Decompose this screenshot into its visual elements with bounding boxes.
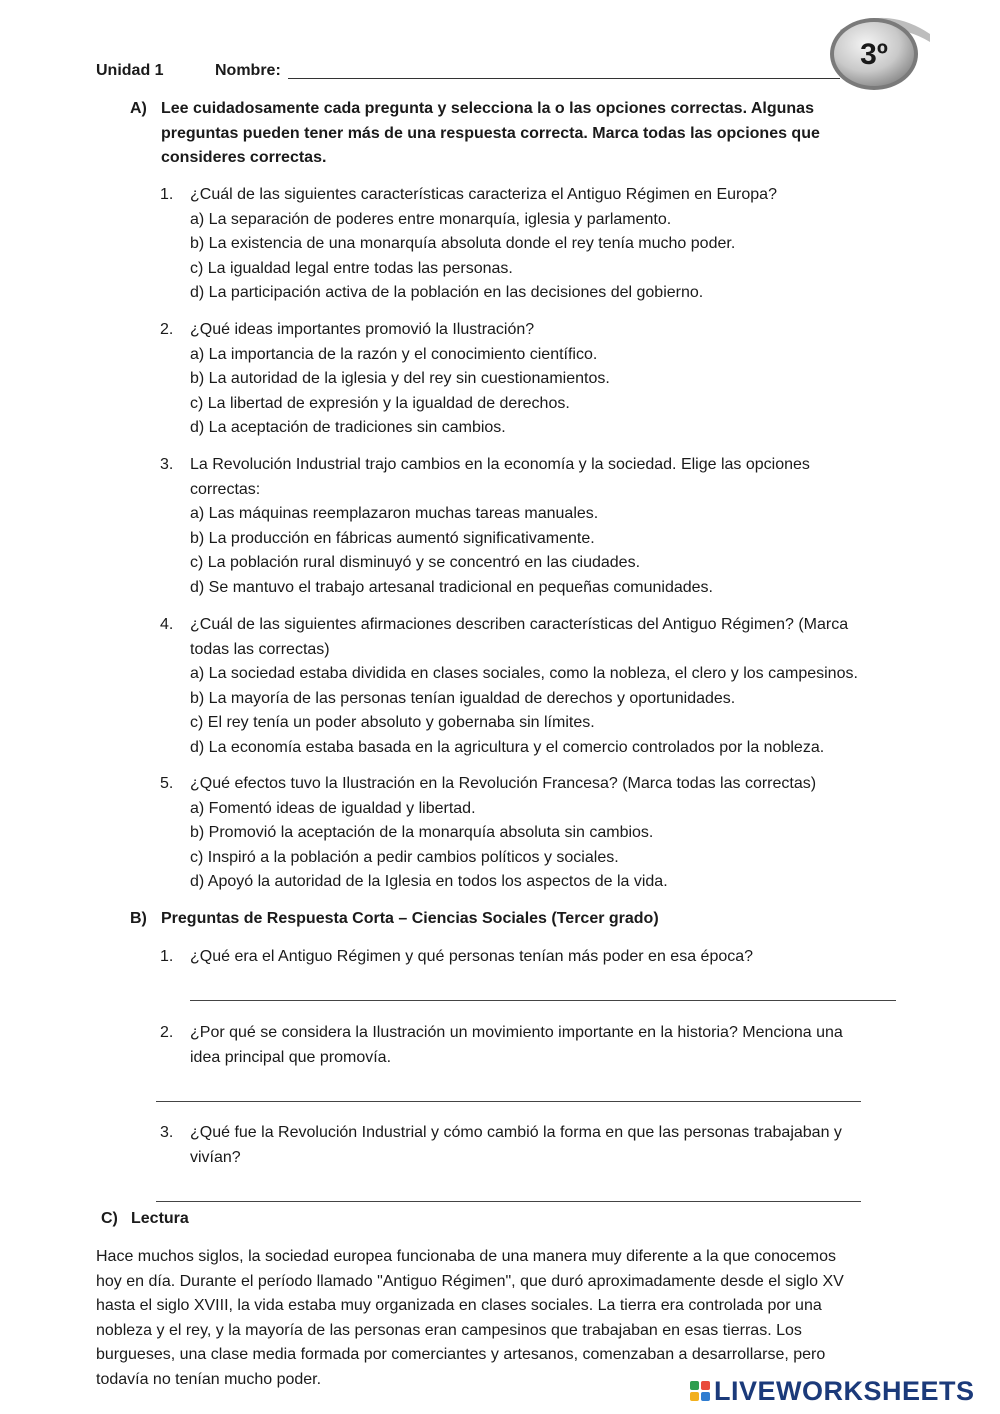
question-number: 3. <box>160 1124 174 1141</box>
question-text: ¿Qué era el Antiguo Régimen y qué personas tenían más poder en esa época? <box>190 948 754 965</box>
section-c-letter: C) <box>101 1210 118 1227</box>
grade-text: 3º <box>860 38 888 71</box>
instruction-line: consideres correctas. <box>161 149 327 166</box>
question-text: ¿Qué ideas importantes promovió la Ilustración? <box>190 321 535 338</box>
option-c[interactable]: c) El rey tenía un poder absoluto y gobernaba sin límites. <box>190 714 595 731</box>
section-a-letter: A) <box>130 100 147 117</box>
option-c[interactable]: c) Inspiró a la población a pedir cambios políticos y sociales. <box>190 848 619 866</box>
question-number: 1. <box>160 186 174 203</box>
question-text: La Revolución Industrial trajo cambios en la economía y la sociedad. Elige las opciones <box>190 456 810 473</box>
logo-mark-icon <box>690 1381 710 1401</box>
liveworksheets-logo <box>690 1374 975 1408</box>
paragraph-line: nobleza y el rey, y la mayoría de las personas eran campesinos que trabajaban en esas tierras. Los <box>96 1321 802 1339</box>
question-number: 4. <box>160 616 174 633</box>
answer-line-b3[interactable] <box>156 1201 861 1202</box>
option-a[interactable]: a) La importancia de la razón y el conocimiento científico. <box>190 345 598 363</box>
logo-text: LIVEWORKSHEETS <box>714 1375 975 1406</box>
question-number: 5. <box>160 775 174 792</box>
question-text: vivían? <box>190 1148 241 1166</box>
section-c-title: Lectura <box>131 1210 189 1227</box>
option-d[interactable]: d) Se mantuvo el trabajo artesanal tradicional en pequeñas comunidades. <box>190 578 713 596</box>
question-text: todas las correctas) <box>190 640 330 658</box>
option-a[interactable]: a) Fomentó ideas de igualdad y libertad. <box>190 799 476 817</box>
question-number: 3. <box>160 456 174 473</box>
question-number: 1. <box>160 948 174 965</box>
option-c[interactable]: c) La libertad de expresión y la igualdad de derechos. <box>190 394 570 412</box>
option-b[interactable]: b) La autoridad de la iglesia y del rey sin cuestionamientos. <box>190 370 610 387</box>
option-a[interactable]: a) La separación de poderes entre monarquía, iglesia y parlamento. <box>190 210 672 228</box>
reading-paragraph <box>96 1245 936 1392</box>
option-b[interactable]: b) Promovió la aceptación de la monarquía absoluta sin cambios. <box>190 824 654 841</box>
paragraph-line: Hace muchos siglos, la sociedad europea funcionaba de una manera muy diferente a la que conocemos <box>96 1248 837 1265</box>
option-c[interactable]: c) La población rural disminuyó y se concentró en las ciudades. <box>190 554 641 571</box>
paragraph-line: todavía no tenían mucho poder. <box>96 1370 322 1388</box>
name-label: Nombre: <box>215 62 281 79</box>
paragraph-line: hoy en día. Durante el período llamado "Antiguo Régimen", que duró aproximadamente desde el siglo XV <box>96 1272 844 1290</box>
name-input-line[interactable] <box>288 78 840 79</box>
paragraph-line: burgueses, una clase media formada por comerciantes y artesanos, comenzaban a desarrollarse, pero <box>96 1346 826 1363</box>
section-b-letter: B) <box>130 910 147 927</box>
option-d[interactable]: d) Apoyó la autoridad de la Iglesia en todos los aspectos de la vida. <box>190 873 668 890</box>
question-text: ¿Por qué se considera la Ilustración un movimiento importante en la historia? Menciona una <box>190 1024 843 1041</box>
option-c[interactable]: c) La igualdad legal entre todas las personas. <box>190 259 513 277</box>
option-b[interactable]: b) La producción en fábricas aumentó significativamente. <box>190 529 595 547</box>
question-text: ¿Qué efectos tuvo la Ilustración en la Revolución Francesa? (Marca todas las correctas) <box>190 775 817 792</box>
question-text: idea principal que promovía. <box>190 1048 392 1066</box>
option-b[interactable]: b) La mayoría de las personas tenían igualdad de derechos y oportunidades. <box>190 689 736 707</box>
option-a[interactable]: a) Las máquinas reemplazaron muchas tareas manuales. <box>190 505 599 522</box>
instruction-line: Lee cuidadosamente cada pregunta y selecciona la o las opciones correctas. Algunas <box>161 100 814 117</box>
section-a-instructions <box>161 97 941 171</box>
answer-line-b2[interactable] <box>156 1101 861 1102</box>
question-text: ¿Cuál de las siguientes características caracteriza el Antiguo Régimen en Europa? <box>190 186 777 203</box>
question-text: ¿Cuál de las siguientes afirmaciones describen características del Antiguo Régimen? (Marca <box>190 616 849 633</box>
unit-label: Unidad 1 <box>96 62 164 79</box>
question-text: correctas: <box>190 480 261 498</box>
option-a[interactable]: a) La sociedad estaba dividida en clases sociales, como la nobleza, el clero y los campesinos. <box>190 665 858 682</box>
option-d[interactable]: d) La aceptación de tradiciones sin cambios. <box>190 419 506 436</box>
grade-badge <box>830 12 930 92</box>
question-number: 2. <box>160 1024 174 1041</box>
option-b[interactable]: b) La existencia de una monarquía absoluta donde el rey tenía mucho poder. <box>190 235 736 252</box>
option-d[interactable]: d) La economía estaba basada en la agricultura y el comercio controlados por la nobleza. <box>190 738 825 756</box>
paragraph-line: hasta el siglo XVIII, la vida estaba muy organizada en clases sociales. La tierra era controlada por una <box>96 1297 822 1314</box>
question-number: 2. <box>160 321 174 338</box>
section-b-title: Preguntas de Respuesta Corta – Ciencias Sociales (Tercer grado) <box>161 910 659 927</box>
answer-line-b1[interactable] <box>190 1000 896 1001</box>
question-text: ¿Qué fue la Revolución Industrial y cómo cambió la forma en que las personas trabajaban y <box>190 1124 842 1141</box>
option-d[interactable]: d) La participación activa de la población en las decisiones del gobierno. <box>190 284 704 301</box>
instruction-line: preguntas pueden tener más de una respuesta correcta. Marca todas las opciones que <box>161 124 820 142</box>
